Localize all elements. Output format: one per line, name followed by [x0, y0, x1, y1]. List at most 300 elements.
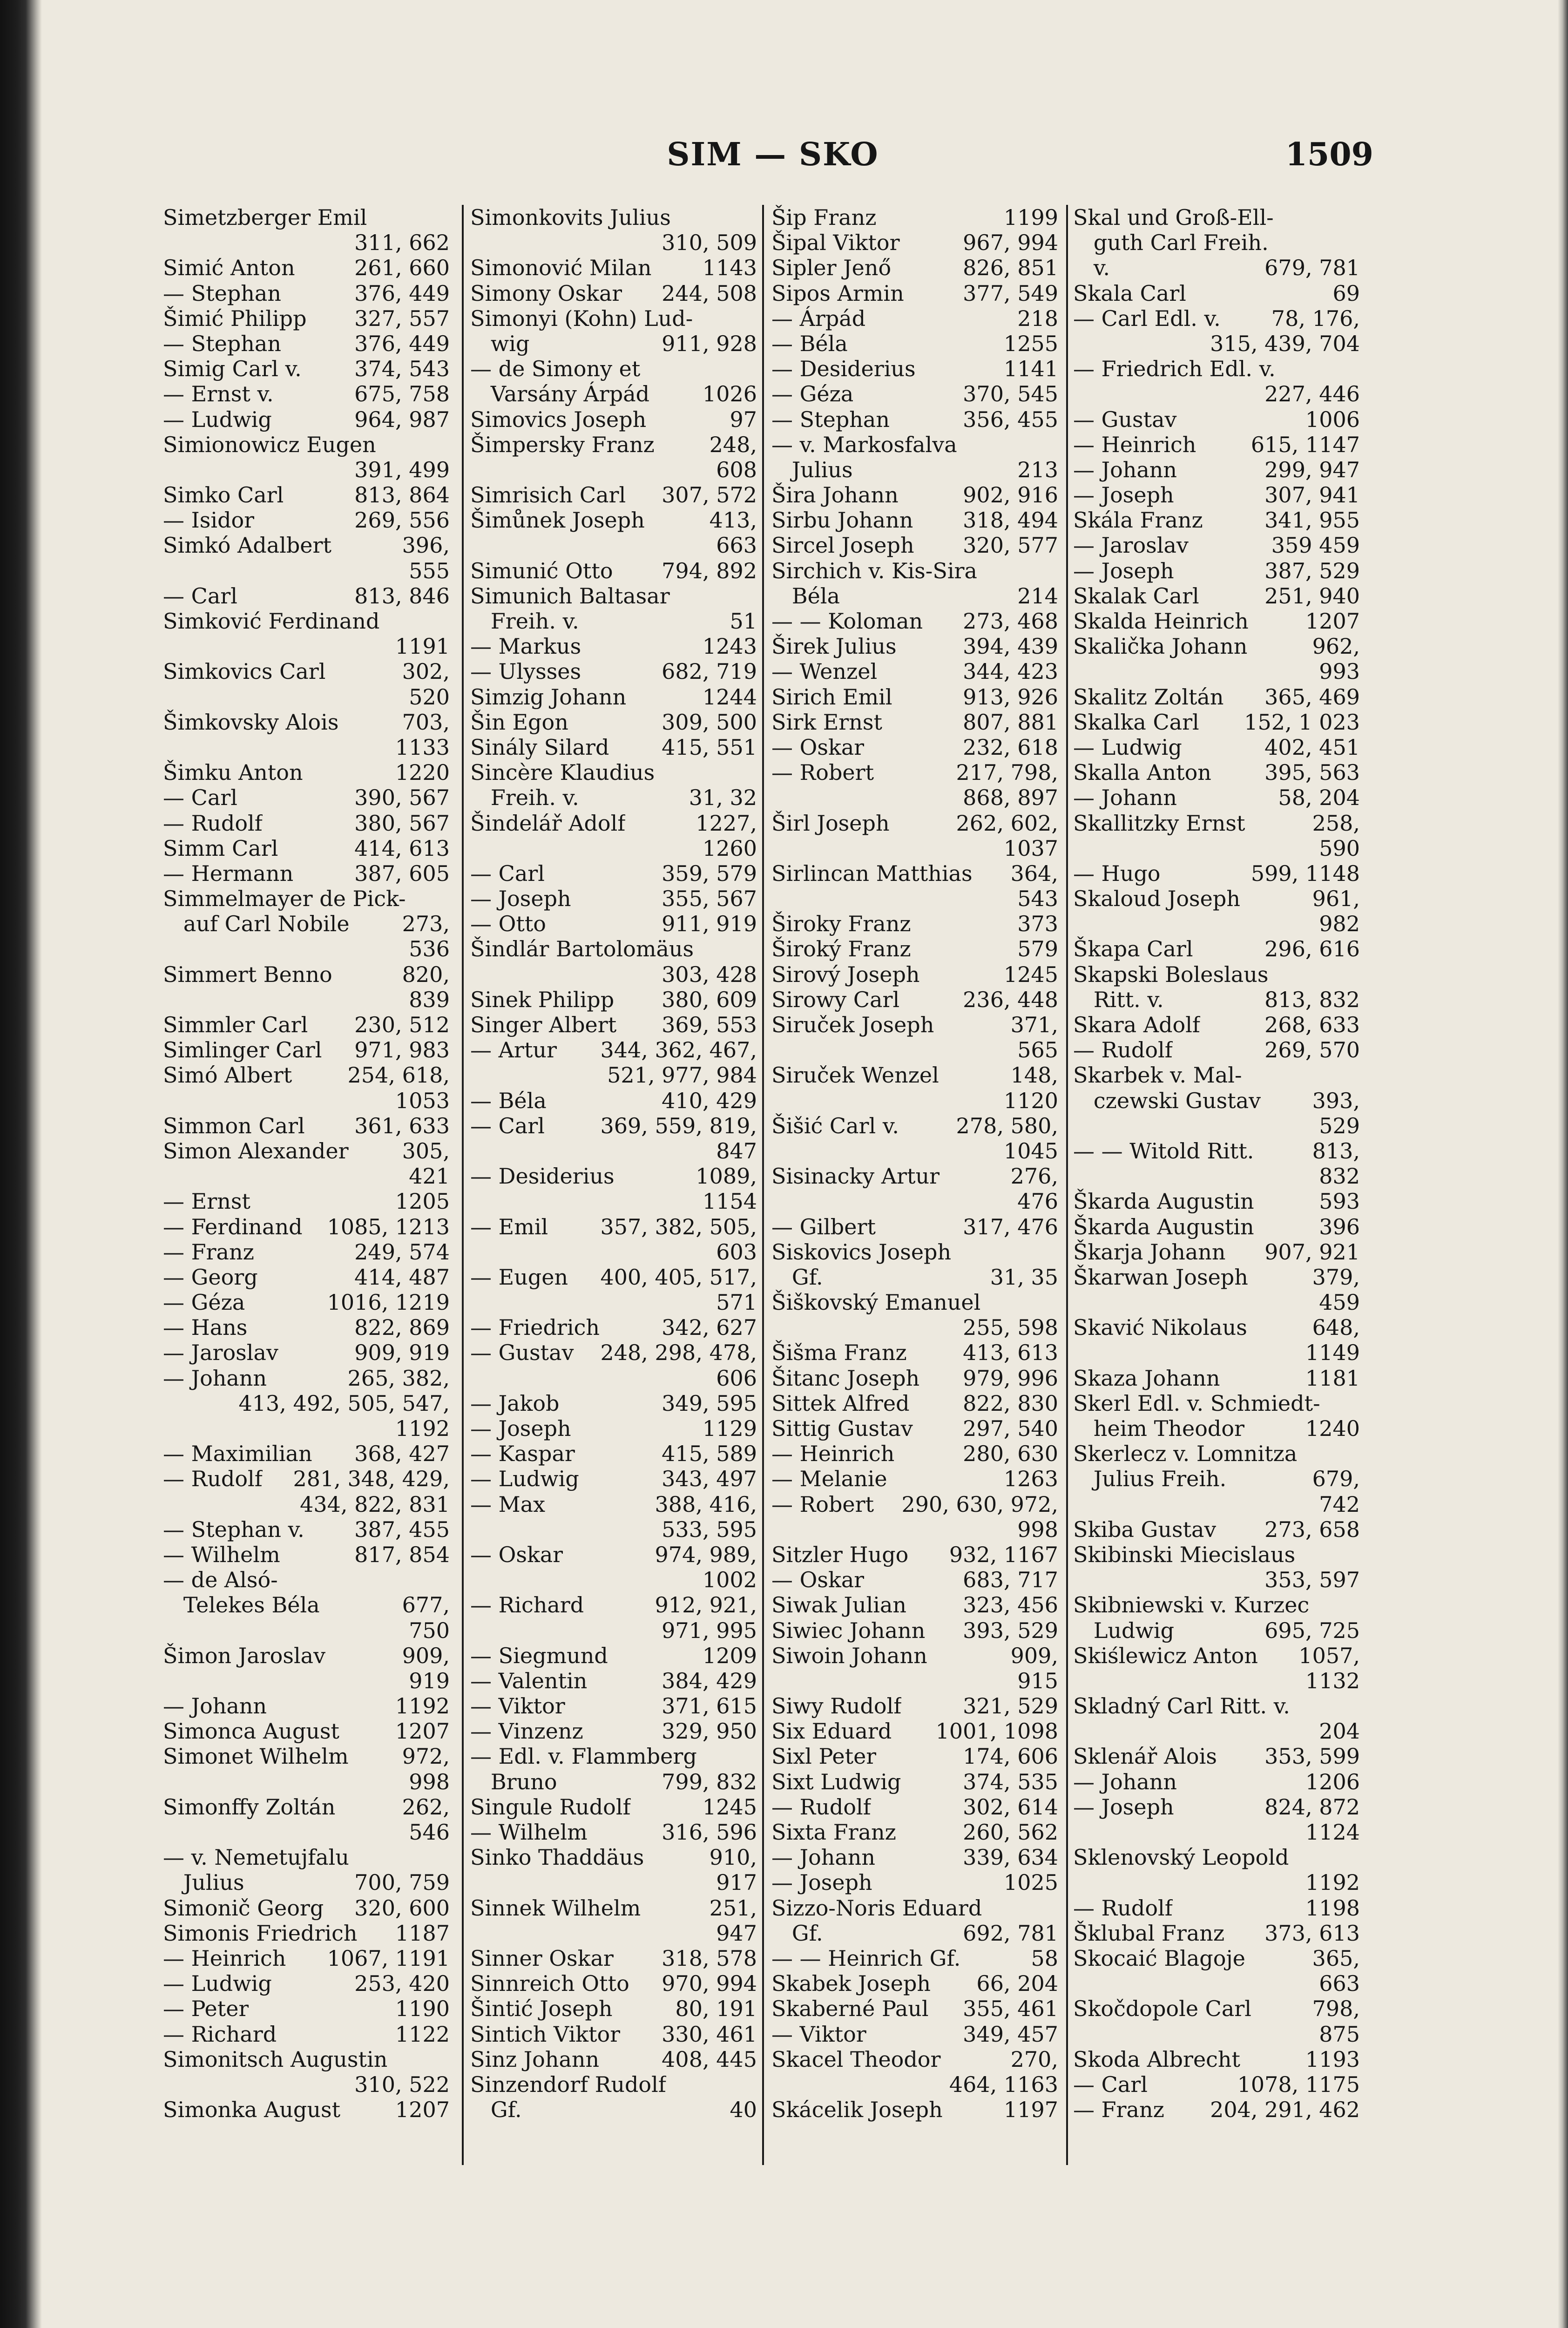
entry-page-refs: 400, 405, 517, [600, 1264, 757, 1290]
index-entry [470, 1416, 757, 1441]
index-entry [163, 811, 450, 836]
entry-name: Sipos Armin [771, 280, 904, 306]
index-entry [163, 432, 450, 457]
entry-page-refs: 361, 633 [354, 1113, 450, 1138]
index-entry [771, 1189, 1058, 1214]
index-entry [1073, 1794, 1360, 1820]
entry-name: — Stephan [163, 331, 281, 356]
index-entry [163, 1164, 450, 1189]
index-entry [771, 760, 1058, 785]
entry-name: Simko Carl [163, 482, 284, 508]
entry-page-refs: 371, [1010, 1012, 1058, 1037]
entry-page-refs: 1132 [1305, 1668, 1360, 1693]
index-entry [1073, 356, 1360, 381]
entry-page-refs: 349, 595 [662, 1390, 757, 1416]
entry-name: — Johann [1073, 457, 1177, 482]
entry-name: Širek Julius [771, 634, 897, 659]
entry-name: — Carl [1073, 2071, 1148, 2097]
index-entry [163, 1441, 450, 1466]
entry-page-refs: 1085, 1213 [327, 1214, 450, 1239]
entry-page-refs: 327, 557 [354, 305, 450, 331]
index-entry [163, 861, 450, 886]
entry-page-refs: 374, 535 [963, 1769, 1058, 1794]
entry-page-refs: 321, 529 [963, 1693, 1058, 1719]
entry-page-refs: 1209 [702, 1643, 757, 1668]
index-entry [163, 1012, 450, 1037]
entry-name: Šitanc Joseph [771, 1365, 920, 1391]
index-entry [470, 811, 757, 836]
index-entry [771, 331, 1058, 356]
entry-name: — Béla [470, 1088, 547, 1113]
index-entry [470, 1693, 757, 1719]
entry-page-refs: 315, 439, 704 [1210, 331, 1360, 356]
entry-name: — — Witold Ritt. [1073, 1138, 1254, 1164]
entry-name: Škapa Carl [1073, 936, 1193, 962]
entry-name: — Desiderius [771, 356, 916, 382]
index-entry [470, 230, 757, 255]
entry-name: — Oskar [771, 1567, 865, 1593]
index-entry [163, 936, 450, 961]
entry-name: Širl Joseph [771, 810, 890, 836]
entry-name: Siskovics Joseph [771, 1239, 952, 1265]
index-entry [163, 306, 450, 331]
entry-name: Skibniewski v. Kurzec [1073, 1592, 1310, 1618]
index-entry [470, 482, 757, 508]
entry-page-refs: 244, 508 [662, 280, 757, 306]
index-entry [470, 281, 757, 306]
entry-page-refs: 1197 [1003, 2097, 1058, 2123]
entry-name: auf Carl Nobile [163, 911, 350, 937]
entry-name: Sirbu Johann [771, 508, 913, 533]
index-entry [163, 1466, 450, 1491]
index-entry [163, 1113, 450, 1138]
index-entry [1073, 684, 1360, 710]
index-entry [771, 684, 1058, 710]
entry-name: Simig Carl v. [163, 356, 302, 382]
entry-page-refs: 380, 609 [662, 987, 757, 1012]
entry-name: Simlinger Carl [163, 1037, 322, 1063]
entry-page-refs: 391, 499 [354, 457, 450, 482]
entry-page-refs: 1037 [1003, 835, 1058, 861]
index-entry [163, 1870, 450, 1895]
index-entry [1073, 1265, 1360, 1290]
index-entry [1073, 1113, 1360, 1138]
entry-name: Simovics Joseph [470, 406, 647, 432]
index-entry [771, 1340, 1058, 1365]
index-entry [771, 381, 1058, 406]
entry-name: Simmon Carl [163, 1113, 305, 1138]
entry-name: Sirchich v. Kis-Sira [771, 558, 977, 583]
entry-page-refs: 703, [402, 709, 450, 735]
index-entry [1073, 735, 1360, 760]
entry-name: — Gustav [470, 1340, 574, 1366]
entry-name: Široky Franz [771, 911, 911, 937]
entry-name: Sinzendorf Rudolf [470, 2071, 666, 2097]
entry-page-refs: 807, 881 [963, 709, 1058, 735]
index-entry [1073, 962, 1360, 987]
entry-name: Julius Freih. [1073, 1466, 1227, 1492]
index-entry [470, 1315, 757, 1340]
index-entry [163, 230, 450, 255]
entry-name: Siwiec Johann [771, 1617, 926, 1643]
entry-name: Simunich Baltasar [470, 583, 670, 609]
entry-page-refs: 1025 [1003, 1870, 1058, 1895]
entry-name: Skara Adolf [1073, 1012, 1200, 1037]
entry-name: — Rudolf [163, 1466, 263, 1492]
index-entry [163, 1239, 450, 1265]
entry-name: Sixt Ludwig [771, 1769, 901, 1794]
index-entry [771, 1265, 1058, 1290]
index-entry [1073, 1820, 1360, 1845]
index-entry [470, 508, 757, 533]
entry-page-refs: 1078, 1175 [1237, 2071, 1360, 2097]
index-entry [163, 533, 450, 558]
entry-page-refs: 1198 [1305, 1895, 1360, 1921]
entry-page-refs: 364, [1010, 860, 1058, 886]
index-entry [1073, 1744, 1360, 1769]
index-entry [163, 735, 450, 760]
entry-page-refs: 258, [1312, 810, 1360, 836]
entry-page-refs: 571 [716, 1290, 757, 1315]
index-entry [163, 1744, 450, 1769]
index-entry [771, 1618, 1058, 1643]
entry-page-refs: 410, 429 [662, 1088, 757, 1113]
entry-name: — Eugen [470, 1264, 568, 1290]
entry-page-refs: 384, 429 [662, 1668, 757, 1693]
entry-name: Siruček Joseph [771, 1012, 934, 1037]
index-entry [163, 1265, 450, 1290]
entry-page-refs: 915 [1017, 1668, 1058, 1693]
entry-name: Skiba Gustav [1073, 1516, 1217, 1542]
entry-page-refs: 974, 989, [655, 1542, 757, 1567]
entry-page-refs: 413, 492, 505, 547, [238, 1390, 450, 1416]
index-entry [771, 1769, 1058, 1794]
entry-page-refs: 533, 595 [662, 1516, 757, 1542]
entry-page-refs: 302, [402, 659, 450, 684]
entry-page-refs: 529 [1319, 1113, 1360, 1138]
entry-page-refs: 1016, 1219 [327, 1290, 450, 1315]
entry-name: — Ludwig [163, 1971, 272, 1996]
index-entry [470, 331, 757, 356]
index-entry [1073, 1845, 1360, 1870]
entry-page-refs: 414, 487 [354, 1264, 450, 1290]
index-entry [163, 1138, 450, 1164]
index-entry [1073, 1567, 1360, 1592]
entry-page-refs: 1205 [395, 1189, 450, 1214]
index-entry [163, 1366, 450, 1391]
entry-name: Skocaić Blagoje [1073, 1945, 1245, 1971]
index-entry [163, 659, 450, 684]
index-entry [1073, 886, 1360, 911]
entry-page-refs: 692, 781 [963, 1920, 1058, 1946]
index-entry [1073, 1492, 1360, 1517]
index-entry [470, 1189, 757, 1214]
entry-page-refs: 393, [1312, 1088, 1360, 1113]
index-entry [1073, 1643, 1360, 1668]
index-entry [1073, 508, 1360, 533]
entry-page-refs: 1192 [395, 1416, 450, 1441]
entry-name: Šintić Joseph [470, 1996, 613, 2022]
entry-name: — Max [470, 1491, 546, 1517]
index-entry [1073, 583, 1360, 609]
entry-name: Simonyi (Kohn) Lud- [470, 305, 693, 331]
entry-name: — — Heinrich Gf. [771, 1945, 961, 1971]
index-entry [1073, 911, 1360, 936]
entry-page-refs: 971, 983 [354, 1037, 450, 1063]
entry-page-refs: 947 [716, 1920, 757, 1946]
entry-name: — Valentin [470, 1668, 588, 1693]
index-entry [771, 1441, 1058, 1466]
index-entry [1073, 1088, 1360, 1113]
index-entry [1073, 1946, 1360, 1971]
index-entry [470, 659, 757, 684]
index-entry [771, 1366, 1058, 1391]
entry-page-refs: 1002 [702, 1567, 757, 1593]
entry-page-refs: 343, 497 [662, 1466, 757, 1492]
entry-page-refs: 273, [402, 911, 450, 937]
index-entry [771, 1542, 1058, 1567]
entry-page-refs: 396 [1319, 1214, 1360, 1239]
index-entry [771, 356, 1058, 381]
entry-page-refs: 1141 [1003, 356, 1058, 382]
entry-name: — Gilbert [771, 1214, 876, 1239]
index-entry [470, 1971, 757, 1996]
entry-name: Simonović Milan [470, 255, 652, 281]
index-entry [1073, 306, 1360, 331]
entry-name: Sinnek Wilhelm [470, 1895, 641, 1921]
index-entry [1073, 1164, 1360, 1189]
entry-name: Sisinacky Artur [771, 1164, 940, 1189]
entry-name: — Heinrich [163, 1945, 286, 1971]
entry-name: — Vinzenz [470, 1719, 583, 1744]
index-entry [1073, 1037, 1360, 1062]
entry-name: Šin Egon [470, 709, 568, 735]
entry-page-refs: 307, 572 [662, 482, 757, 508]
index-entry [1073, 785, 1360, 810]
entry-page-refs: 413, 613 [963, 1340, 1058, 1366]
entry-name: — Isidor [163, 508, 255, 533]
index-column-3 [771, 205, 1058, 2165]
entry-name: Siruček Wenzel [771, 1062, 939, 1088]
entry-page-refs: 555 [409, 558, 450, 583]
index-entry [1073, 1315, 1360, 1340]
index-entry [771, 1315, 1058, 1340]
index-entry [771, 457, 1058, 482]
index-entry [470, 1895, 757, 1921]
index-entry [163, 2047, 450, 2072]
entry-name: Sinek Philipp [470, 987, 615, 1012]
entry-page-refs: 356, 455 [963, 406, 1058, 432]
entry-name: — Rudolf [163, 810, 263, 836]
index-entry [470, 785, 757, 810]
index-entry [163, 482, 450, 508]
entry-name: Simmert Benno [163, 961, 332, 987]
entry-name: Sinz Johann [470, 2046, 600, 2072]
entry-name: — Joseph [1073, 558, 1174, 583]
entry-name: — Johann [163, 1693, 267, 1719]
entry-name: — Gustav [1073, 406, 1177, 432]
index-entry [771, 811, 1058, 836]
entry-name: — Richard [163, 2021, 277, 2047]
entry-page-refs: 679, [1312, 1466, 1360, 1492]
entry-page-refs: 993 [1319, 659, 1360, 684]
entry-name: Skoda Albrecht [1073, 2046, 1241, 2072]
index-entry [470, 1062, 757, 1088]
entry-name: Sittig Gustav [771, 1416, 913, 1441]
index-entry [1073, 1366, 1360, 1391]
entry-name: Sincère Klaudius [470, 760, 655, 785]
index-entry [163, 2022, 450, 2047]
entry-page-refs: 262, 602, [956, 810, 1058, 836]
index-entry [163, 1769, 450, 1794]
index-entry [1073, 1466, 1360, 1491]
entry-name: Skalička Johann [1073, 634, 1248, 659]
entry-name: Skarbek v. Mal- [1073, 1062, 1242, 1088]
index-entry [163, 1189, 450, 1214]
entry-page-refs: 365, [1312, 1945, 1360, 1971]
entry-page-refs: 932, 1167 [949, 1542, 1058, 1567]
index-entry [771, 1239, 1058, 1265]
entry-name: Gf. [771, 1264, 823, 1290]
entry-name: Skočdopole Carl [1073, 1996, 1252, 2022]
entry-page-refs: 847 [716, 1138, 757, 1164]
index-entry [470, 205, 757, 230]
entry-page-refs: 369, 559, 819, [600, 1113, 757, 1138]
entry-name: — Árpád [771, 305, 866, 331]
entry-name: Gf. [470, 2097, 522, 2123]
entry-page-refs: 97 [730, 406, 757, 432]
entry-page-refs: 683, 717 [963, 1567, 1058, 1593]
index-entry [470, 1290, 757, 1315]
index-entry [1073, 255, 1360, 280]
entry-name: — Robert [771, 1491, 874, 1517]
index-entry [163, 1567, 450, 1592]
entry-name: — Desiderius [470, 1164, 615, 1189]
entry-page-refs: 299, 947 [1264, 457, 1360, 482]
entry-page-refs: 276, [1010, 1164, 1058, 1189]
entry-page-refs: 51 [730, 609, 757, 634]
entry-name: — Peter [163, 1996, 249, 2022]
index-entry [163, 760, 450, 785]
column-rule-3 [1066, 205, 1068, 2165]
index-entry [771, 432, 1058, 457]
entry-name: — Carl [163, 583, 237, 609]
index-entry [771, 911, 1058, 936]
index-entry [470, 2072, 757, 2097]
index-entry [1073, 2047, 1360, 2072]
index-entry [1073, 1012, 1360, 1037]
entry-name: wig [470, 331, 530, 356]
entry-name: Skavić Nikolaus [1073, 1315, 1247, 1340]
entry-page-refs: 269, 570 [1264, 1037, 1360, 1063]
entry-page-refs: 421 [409, 1164, 450, 1189]
index-entry [163, 1592, 450, 1617]
entry-name: — Rudolf [1073, 1895, 1173, 1921]
entry-name: Simon Alexander [163, 1138, 349, 1164]
entry-name: — Otto [470, 911, 546, 937]
index-entry [470, 1744, 757, 1769]
entry-page-refs: 1193 [1305, 2046, 1360, 2072]
entry-page-refs: 1057, [1298, 1643, 1360, 1668]
index-entry [470, 255, 757, 280]
entry-name: Freih. v. [470, 609, 579, 634]
index-entry [771, 1466, 1058, 1491]
index-entry [470, 1012, 757, 1037]
entry-page-refs: 813, 864 [354, 482, 450, 508]
entry-page-refs: 964, 987 [354, 406, 450, 432]
index-entry [470, 1567, 757, 1592]
entry-name: Sinnreich Otto [470, 1971, 629, 1996]
entry-page-refs: 913, 926 [963, 684, 1058, 710]
entry-name: Simrisich Carl [470, 482, 626, 508]
entry-page-refs: 1243 [702, 634, 757, 659]
entry-page-refs: 402, 451 [1264, 734, 1360, 760]
index-entry [470, 1239, 757, 1265]
index-entry [1073, 281, 1360, 306]
entry-page-refs: 253, 420 [354, 1971, 450, 1996]
entry-name: czewski Gustav [1073, 1088, 1261, 1113]
entry-page-refs: 1120 [1003, 1088, 1058, 1113]
index-entry [163, 255, 450, 280]
entry-page-refs: 1149 [1305, 1340, 1360, 1366]
index-entry [470, 533, 757, 558]
entry-page-refs: 370, 545 [963, 381, 1058, 407]
entry-page-refs: 66, 204 [976, 1971, 1058, 1996]
entry-page-refs: 1067, 1191 [327, 1945, 450, 1971]
entry-page-refs: 1181 [1305, 1365, 1360, 1391]
entry-page-refs: 414, 613 [354, 835, 450, 861]
index-entry [1073, 1592, 1360, 1617]
index-entry [470, 1366, 757, 1391]
index-entry [1073, 558, 1360, 583]
index-entry [470, 1214, 757, 1239]
entry-name: Šipal Viktor [771, 230, 900, 256]
index-entry [163, 356, 450, 381]
index-entry [771, 1719, 1058, 1744]
index-entry [1073, 381, 1360, 406]
entry-name: Siwoin Johann [771, 1643, 927, 1668]
entry-page-refs: 822, 830 [963, 1390, 1058, 1416]
index-entry [771, 1214, 1058, 1239]
entry-page-refs: 1192 [1305, 1870, 1360, 1895]
entry-page-refs: 227, 446 [1264, 381, 1360, 407]
index-entry [771, 1971, 1058, 1996]
entry-page-refs: 368, 427 [354, 1441, 450, 1467]
index-entry [470, 1668, 757, 1693]
index-entry [163, 1542, 450, 1567]
entry-page-refs: 593 [1319, 1189, 1360, 1214]
index-entry [163, 911, 450, 936]
entry-name: Freih. v. [470, 785, 579, 811]
index-entry [771, 533, 1058, 558]
entry-page-refs: 380, 567 [354, 810, 450, 836]
entry-page-refs: 330, 461 [662, 2021, 757, 2047]
page-edge-left [0, 0, 42, 2328]
index-entry [163, 281, 450, 306]
index-entry [771, 634, 1058, 659]
entry-name: — Melanie [771, 1466, 887, 1492]
index-entry [771, 987, 1058, 1012]
entry-page-refs: 40 [730, 2097, 757, 2123]
entry-name: Sittek Alfred [771, 1390, 910, 1416]
entry-page-refs: 590 [1319, 835, 1360, 861]
entry-name: — Hugo [1073, 860, 1161, 886]
entry-name: — Joseph [1073, 1794, 1174, 1820]
entry-page-refs: 273, 468 [963, 609, 1058, 634]
entry-page-refs: 970, 994 [662, 1971, 757, 1996]
column-rule-2 [762, 205, 764, 2165]
entry-page-refs: 1187 [395, 1920, 450, 1946]
